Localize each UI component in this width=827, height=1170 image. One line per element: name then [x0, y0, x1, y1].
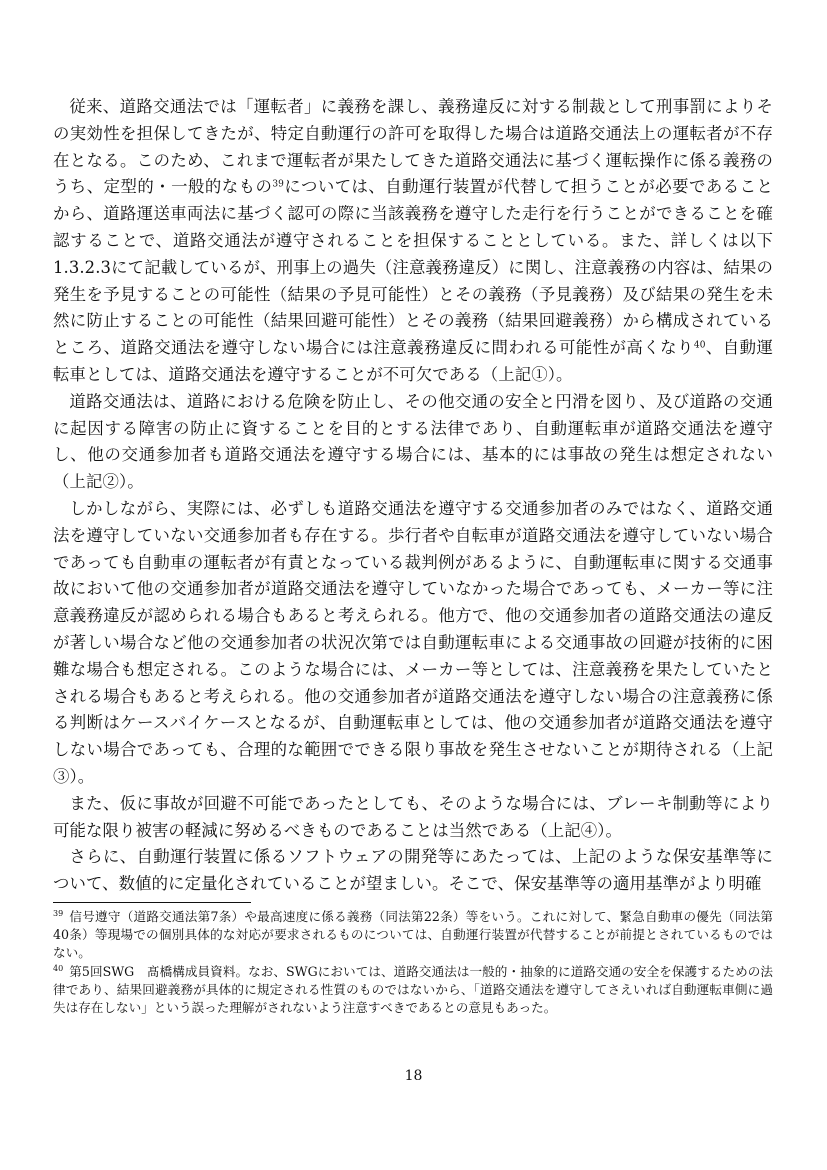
paragraph-2: 道路交通法は、道路における危険を防止し、その他交通の安全と円滑を図り、及び道路の交通に起因する障害の防止に資することを目的とする法律であり、自動運転車が道路交通法を遵守し、他の交通参加者も道路交通法を遵守する場合には、基本的には事故の発生は想定されない（上記②）。 [53, 391, 773, 492]
footnote-ref-40[interactable]: 40 [693, 340, 706, 351]
footnote-40 [53, 963, 773, 1018]
paragraph-1-text-b: については、自動運行装置が代替して担うことが必要であることから、道路運送車両法に基づく認可の際に当該義務を遵守した走行を行うことができることを確認することで、道路交通法が遵守されることを担保することとしている。また、詳しくは以下1.3.2.3にて記載しているが、刑事上の過失（注意義務違反）に関し、注意義務の内容は、結果の発生を予見することの可能性（結果の予見可能性）とその義務（予見義務）及び結果の発生を未然に防止することの可能性（結果回避可能性）とその義務（結果回避義務）から構成されているところ、道路交通法を遵守しない場合には注意義務違反に問われる可能性が高くなり [53, 177, 774, 358]
footnote-number: 39 [53, 909, 64, 919]
paragraph-3: しかしながら、実際には、必ずしも道路交通法を遵守する交通参加者のみではなく、道路交通法を遵守していない交通参加者も存在する。歩行者や自転車が道路交通法を遵守していない場合であっても自動車の運転者が有責となっている裁判例があるように、自動運転車に関する交通事故において他の交通参加者が道路交通法を遵守していなかった場合であっても、メーカー等に注意義務違反が認められる場合もあると考えられる。他方で、他の交通参加者の道路交通法の違反が著しい場合など他の交通参加者の状況次第では自動運転車による交通事故の回避が技術的に困難な場合も想定される。このような場合には、メーカー等としては、注意義務を果たしていたとされる場合もあると考えられる。他の交通参加者が道路交通法を遵守しない場合の注意義務に係る判断はケースバイケースとなるが、自動運転車としては、他の交通参加者が道路交通法を遵守しない場合であっても、合理的な範囲でできる限り事故を発生させないことが期待される（上記③）。 [53, 498, 774, 786]
body-text [53, 94, 773, 898]
footnote-text: 信号遵守（道路交通法第7条）や最高速度に係る義務（同法第22条）等をいう。これに対して、緊急自動車の優先（同法第40条）等現場での個別具体的な対応が要求されるものについては、自動運行装置が代替することが前提とされているものではない。 [53, 909, 773, 961]
footnote-ref-39[interactable]: 39 [272, 180, 285, 190]
footnote-divider [53, 902, 251, 903]
paragraph-4: また、仮に事故が回避不可能であったとしても、そのような場合には、ブレーキ制動等により可能な限り被害の軽減に努めるべきものであることは当然である（上記④）。 [53, 793, 773, 840]
paragraph-5: さらに、自動運行装置に係るソフトウェアの開発等にあたっては、上記のような保安基準等について、数値的に定量化されていることが望ましい。そこで、保安基準等の適用基準がより明確 [53, 847, 773, 894]
footnote-39 [53, 908, 773, 963]
footnote-number: 40 [53, 963, 64, 973]
paragraph-1 [53, 94, 773, 389]
paragraph-1-text-a: 従来、道路交通法では「運転者」に義務を課し、義務違反に対する制裁として刑事罰によりその実効性を担保してきたが、特定自動運行の許可を取得した場合は道路交通法上の運転者が不存在となる。このため、これまで運転者が果たしてきた道路交通法に基づく運転操作に係る義務のうち、定型的・一般的なもの [53, 97, 773, 197]
footnote-text: 第5回SWG 髙橋構成員資料。なお、SWGにおいては、道路交通法は一般的・抽象的に道路交通の安全を保護するための法律であり、結果回避義務が具体的に規定される性質のものではないから、「道路交通法を遵守してさえいれば自動運転車側に過失は存在しない」という誤った理解がされないよう注意すべきであるとの意見もあった。 [53, 963, 773, 1016]
page-number: 18 [404, 1068, 423, 1084]
paragraph-1-text-c: 、自動運転車としては、道路交通法を遵守することが不可欠である（上記①）。 [53, 338, 773, 384]
footnotes [53, 908, 773, 1017]
